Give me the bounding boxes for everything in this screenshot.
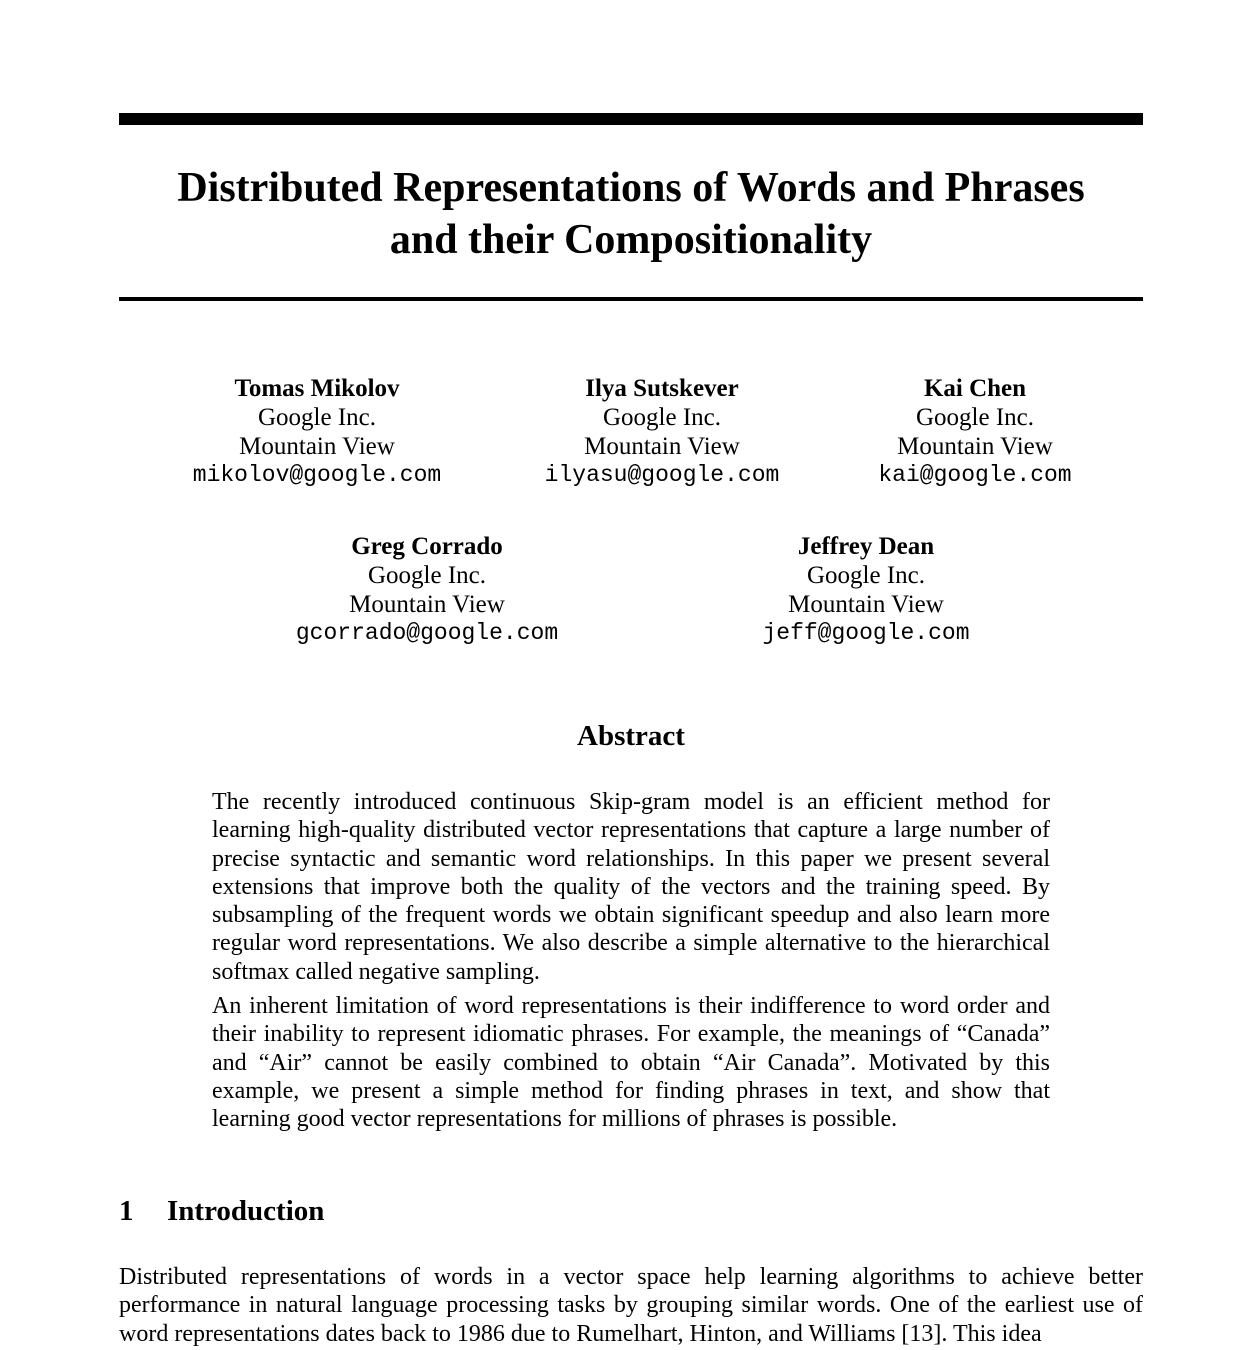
abstract-heading: Abstract: [577, 720, 685, 752]
title-top-rule: [119, 113, 1143, 125]
author-affiliation: Google Inc.: [367, 562, 487, 589]
author-block: [137, 374, 497, 490]
author-affiliation: Google Inc.: [602, 404, 722, 431]
author-location: Mountain View: [584, 433, 740, 460]
author-block: [482, 374, 842, 490]
author-email: ilyasu@google.com: [544, 462, 780, 488]
author-email: kai@google.com: [878, 462, 1072, 488]
author-affiliation: Google Inc.: [806, 562, 926, 589]
author-name: Tomas Mikolov: [234, 375, 400, 402]
author-location: Mountain View: [788, 591, 944, 618]
author-affiliation: Google Inc.: [257, 404, 377, 431]
title-line-2: and their Compositionality: [389, 217, 873, 263]
abstract-body: [212, 788, 1050, 1140]
author-block: [795, 374, 1155, 490]
title-line-1: Distributed Representations of Words and Phrases: [177, 165, 1085, 211]
author-block: [686, 532, 1046, 648]
author-location: Mountain View: [897, 433, 1053, 460]
author-name: Greg Corrado: [351, 533, 503, 560]
intro-paragraph: Distributed representations of words in a vector space help learning algorithms to achieve better performance in natural language processing tasks by grouping similar words. One of the earliest use of word representations dates back to 1986 due to Rumelhart, Hinton, and Williams [13]. This idea: [119, 1264, 1143, 1347]
author-block: [247, 532, 607, 648]
author-email: mikolov@google.com: [192, 462, 442, 488]
title-bottom-rule: [119, 297, 1143, 301]
abstract-paragraph: The recently introduced continuous Skip-gram model is an efficient method for learning high-quality distributed vector representations that capture a large number of precise syntactic and semantic word relationships. In this paper we present several extensions that improve both the quality of the vectors and the training speed. By subsampling of the frequent words we obtain significant speedup and also learn more regular word representations. We also describe a simple alternative to the hierarchical softmax called negative sampling.: [212, 789, 1050, 985]
author-location: Mountain View: [349, 591, 505, 618]
author-email: gcorrado@google.com: [295, 620, 559, 646]
section-number: 1: [119, 1195, 134, 1227]
author-location: Mountain View: [239, 433, 395, 460]
section-title: Introduction: [167, 1195, 325, 1227]
section-heading: [119, 1193, 324, 1229]
author-email: jeff@google.com: [762, 620, 970, 646]
author-name: Jeffrey Dean: [797, 533, 935, 560]
author-affiliation: Google Inc.: [915, 404, 1035, 431]
author-name: Kai Chen: [923, 375, 1027, 402]
author-name: Ilya Sutskever: [585, 375, 739, 402]
abstract-paragraph: An inherent limitation of word representations is their indifference to word order and their inability to represent idiomatic phrases. For example, the meanings of “Canada” and “Air” cannot be easily combined to obtain “Air Canada”. Motivated by this example, we present a simple method for finding phrases in text, and show that learning good vector representations for millions of phrases is possible.: [212, 993, 1050, 1133]
paper-title: [119, 162, 1143, 266]
